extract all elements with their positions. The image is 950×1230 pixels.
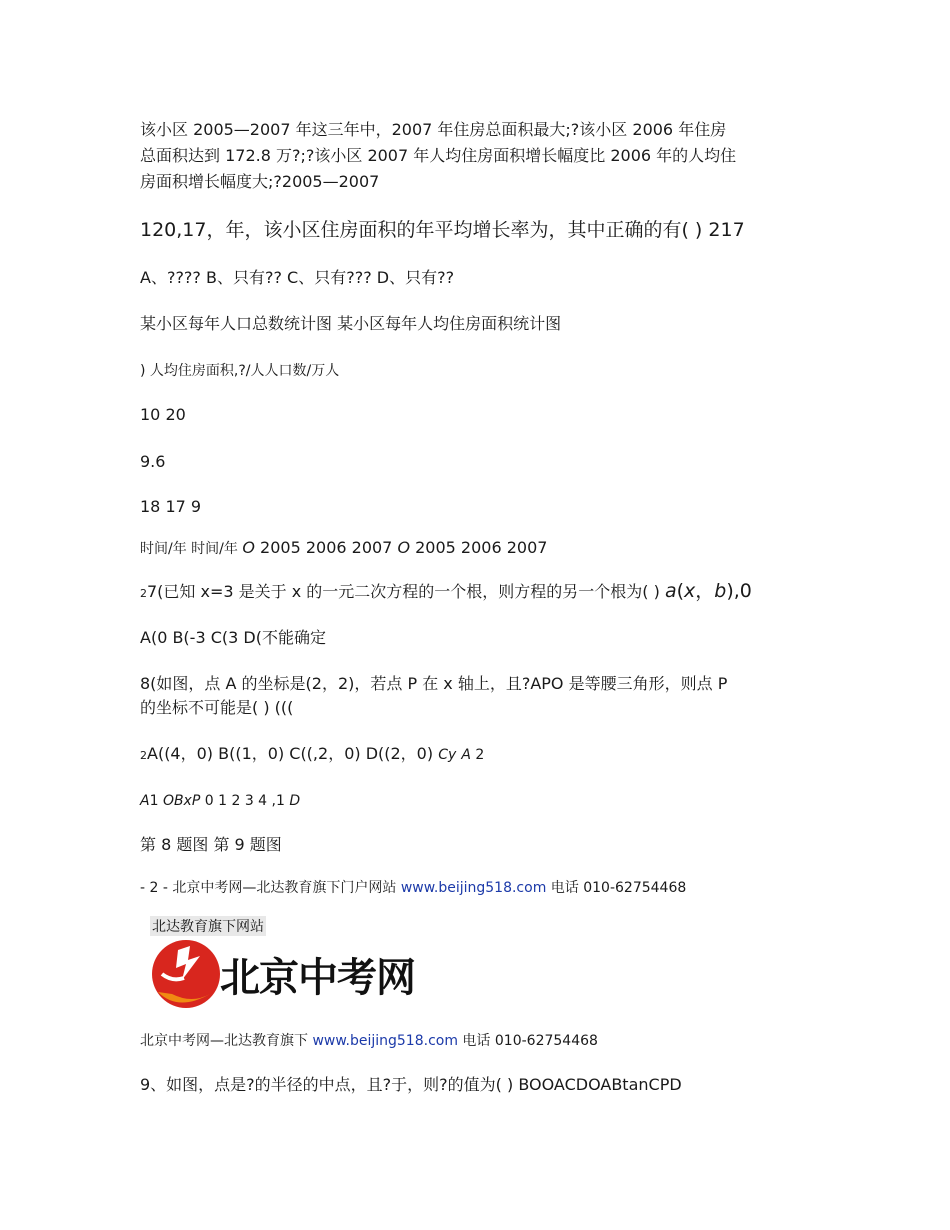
page-header-line <box>140 1031 598 1051</box>
answer-options: A、???? B、只有?? C、只有??? D、只有?? <box>140 268 455 287</box>
text-span: 北京中考网—北达教育旗下 <box>140 1033 313 1049</box>
text-line: 9.6 <box>140 452 166 471</box>
text-span: A((4，0) B((1，0) C((,2，0) D((2，0) <box>147 744 439 763</box>
text-line: 120,17，年，该小区住房面积的年平均增长率为，其中正确的有( ) 217 <box>140 219 745 241</box>
text-line: 10 20 <box>140 405 186 424</box>
logo-top-text: 北达教育旗下网站 <box>150 916 266 936</box>
text-line: 18 17 9 <box>140 497 202 516</box>
logo-main-text: 北京中考网 <box>220 955 415 1001</box>
text-span: 1 <box>149 793 163 809</box>
figure-captions: 第 8 题图 第 9 题图 <box>140 835 282 854</box>
text-span: y <box>447 747 457 763</box>
text-line <box>140 538 547 559</box>
text-span: x <box>684 580 696 602</box>
text-span: - 2 - 北京中考网—北达教育旗下门户网站 <box>140 880 401 896</box>
text-span: OBxP <box>162 793 201 809</box>
text-span: 电话 010-62754468 <box>457 1033 598 1049</box>
text-span: 7(已知 x=3 是关于 x 的一元二次方程的一个根，则方程的另一个根为( ) <box>147 582 665 601</box>
question-7 <box>140 581 752 604</box>
question-8: 8(如图，点 A 的坐标是(2，2)，若点 P 在 x 轴上，且?APO 是等腰三角形，则点 P <box>140 674 728 693</box>
text-line <box>140 791 300 811</box>
text-span: ),0 <box>726 580 752 602</box>
text-span: ( <box>676 580 685 602</box>
text-line: 房面积增长幅度大;?2005—2007 <box>140 172 380 191</box>
text-span: O <box>242 538 255 557</box>
text-span: a <box>664 580 677 602</box>
text-line: 的坐标不可能是( ) ((( <box>140 698 294 717</box>
page-footer <box>140 878 686 898</box>
chart-titles: 某小区每年人口总数统计图 某小区每年人均住房面积统计图 <box>140 314 562 333</box>
logo-emblem-icon <box>148 934 228 1014</box>
website-link[interactable]: www.beijing518.com <box>312 1033 458 1049</box>
question-7-options: A(0 B(-3 C(3 D(不能确定 <box>140 628 326 647</box>
text-span: A <box>140 793 150 809</box>
text-line: 该小区 2005—2007 年这三年中，2007 年住房总面积最大;?该小区 2006 年住房 <box>140 120 727 139</box>
text-span: 2 <box>140 749 147 762</box>
website-link[interactable]: www.beijing518.com <box>400 880 547 896</box>
text-span: 2 <box>140 587 147 600</box>
text-line: 总面积达到 172.8 万?;?该小区 2007 年人均住房面积增长幅度比 2006 年的人均住 <box>140 146 737 165</box>
text-span: 2005 2006 2007 <box>410 538 548 557</box>
text-span: 0 1 2 3 4 ,1 <box>200 793 290 809</box>
question-8-options <box>140 744 484 766</box>
text-span: 2 <box>470 747 485 763</box>
text-span: 时间/年 时间/年 <box>140 541 243 557</box>
text-span: C <box>438 747 448 763</box>
text-span: 2005 2006 2007 <box>254 538 398 557</box>
chart-axis-labels: ) 人均住房面积,?/人人口数/万人 <box>140 363 340 379</box>
question-9: 9、如图，点是?的半径的中点，且?于，则?的值为( ) BOOACDOABtanCPD <box>140 1075 682 1094</box>
text-span: ， <box>695 580 715 602</box>
beijing-zhongkao-logo <box>142 912 415 1006</box>
text-span: D <box>289 793 301 809</box>
text-span: 电话 010-62754468 <box>546 880 687 896</box>
text-span: O <box>397 538 411 557</box>
text-span: A <box>461 747 471 763</box>
text-span: b <box>714 580 727 602</box>
